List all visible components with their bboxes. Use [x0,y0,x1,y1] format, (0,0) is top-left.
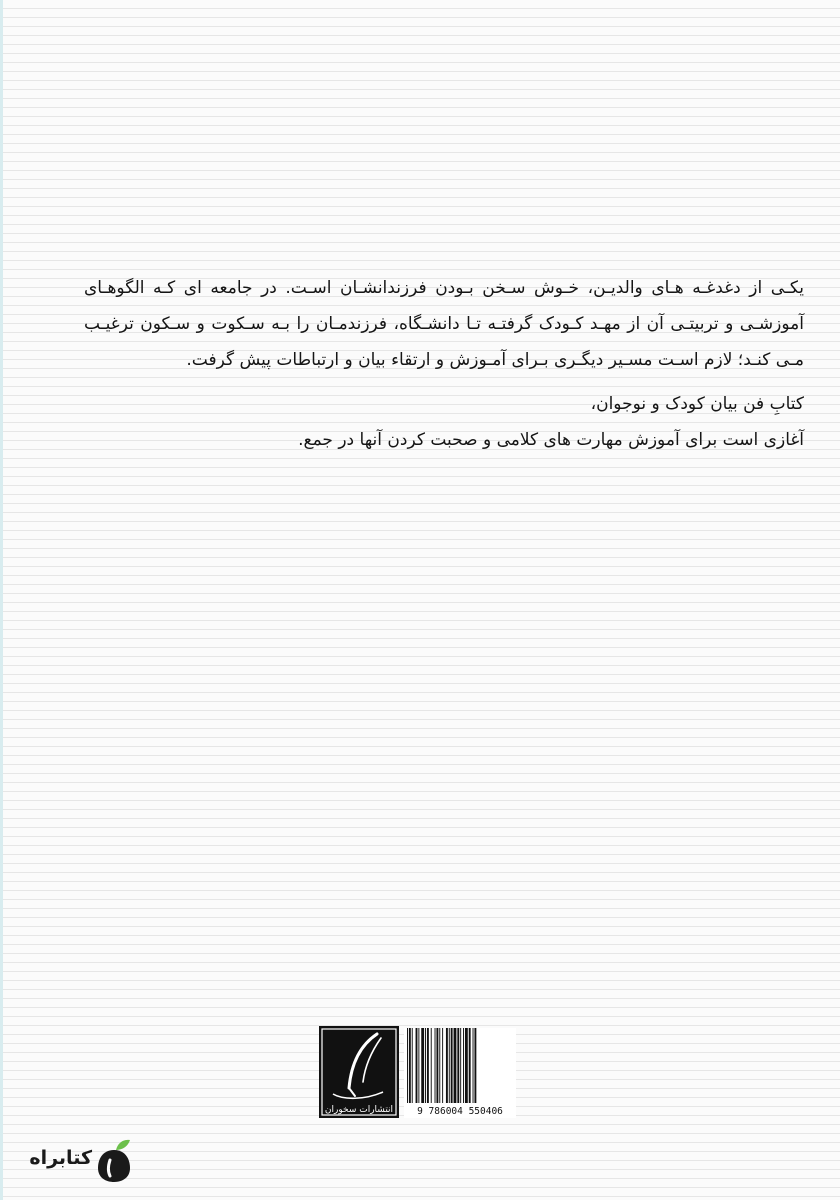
barcode-bar [442,1028,443,1103]
barcode-bar [451,1028,453,1103]
barcode-bar [418,1028,419,1103]
isbn-barcode [404,1028,516,1118]
svg-text:انتشارات سخوران: انتشارات سخوران [324,1105,394,1115]
barcode-bar [473,1028,474,1103]
barcode-bar [407,1028,408,1103]
barcode-bar [425,1028,426,1103]
barcode-bar [465,1028,468,1103]
ketabrah-logo [12,1138,132,1184]
barcode-bar [463,1028,464,1103]
publisher-logo-lettering [325,1105,393,1115]
isbn-digits: 9 786004 550406 [417,1106,503,1117]
barcode-bar [439,1028,440,1103]
blurb-book-title-line: کتابِ فن بیان کودک و نوجوان، [590,394,804,414]
barcode-bar [449,1028,450,1103]
leaf-book-icon [96,1138,132,1184]
barcode-bar [431,1028,432,1103]
barcode-bars [406,1028,514,1103]
barcode-bar [421,1028,424,1103]
barcode-bar [446,1028,448,1103]
barcode-bar [454,1028,457,1103]
page-edge [0,0,3,1200]
barcode-bar [427,1028,429,1103]
publisher-logo [319,1026,399,1118]
barcode-bar [460,1028,461,1103]
barcode-bar [416,1028,418,1103]
back-cover-blurb [84,270,804,458]
blurb-closing-line: آغازی است برای آموزش مهارت های کلامی و صحبت کردن آنها در جمع. [298,430,804,450]
store-name: کتابراه [29,1147,92,1169]
publisher-logo-mark [319,1026,399,1118]
barcode-bar [474,1028,476,1103]
barcode-bar [457,1028,459,1103]
blurb-paragraph: یکـی از دغدغـه هـای والدیـن، خـوش سـخن بـودن فرزندانشـان اسـت. در جامعه ای کـه الگوهـای آموزشـی و تربیتـی آن از مهـد کـودک گرفتـه تـا دانشـگاه، فرزندمـان را بـه سـکوت و سـکون ترغیـب مـی کنـد؛ لازم اسـت مسـیر دیگـری بـرای آمـوزش و ارتقاء بیان و ارتباطات پیش گرفت. [84,278,804,370]
barcode-bar [412,1028,413,1103]
barcode-bar [435,1028,436,1103]
barcode-bar [436,1028,438,1103]
barcode-bar [409,1028,411,1103]
barcode-bar [469,1028,471,1103]
